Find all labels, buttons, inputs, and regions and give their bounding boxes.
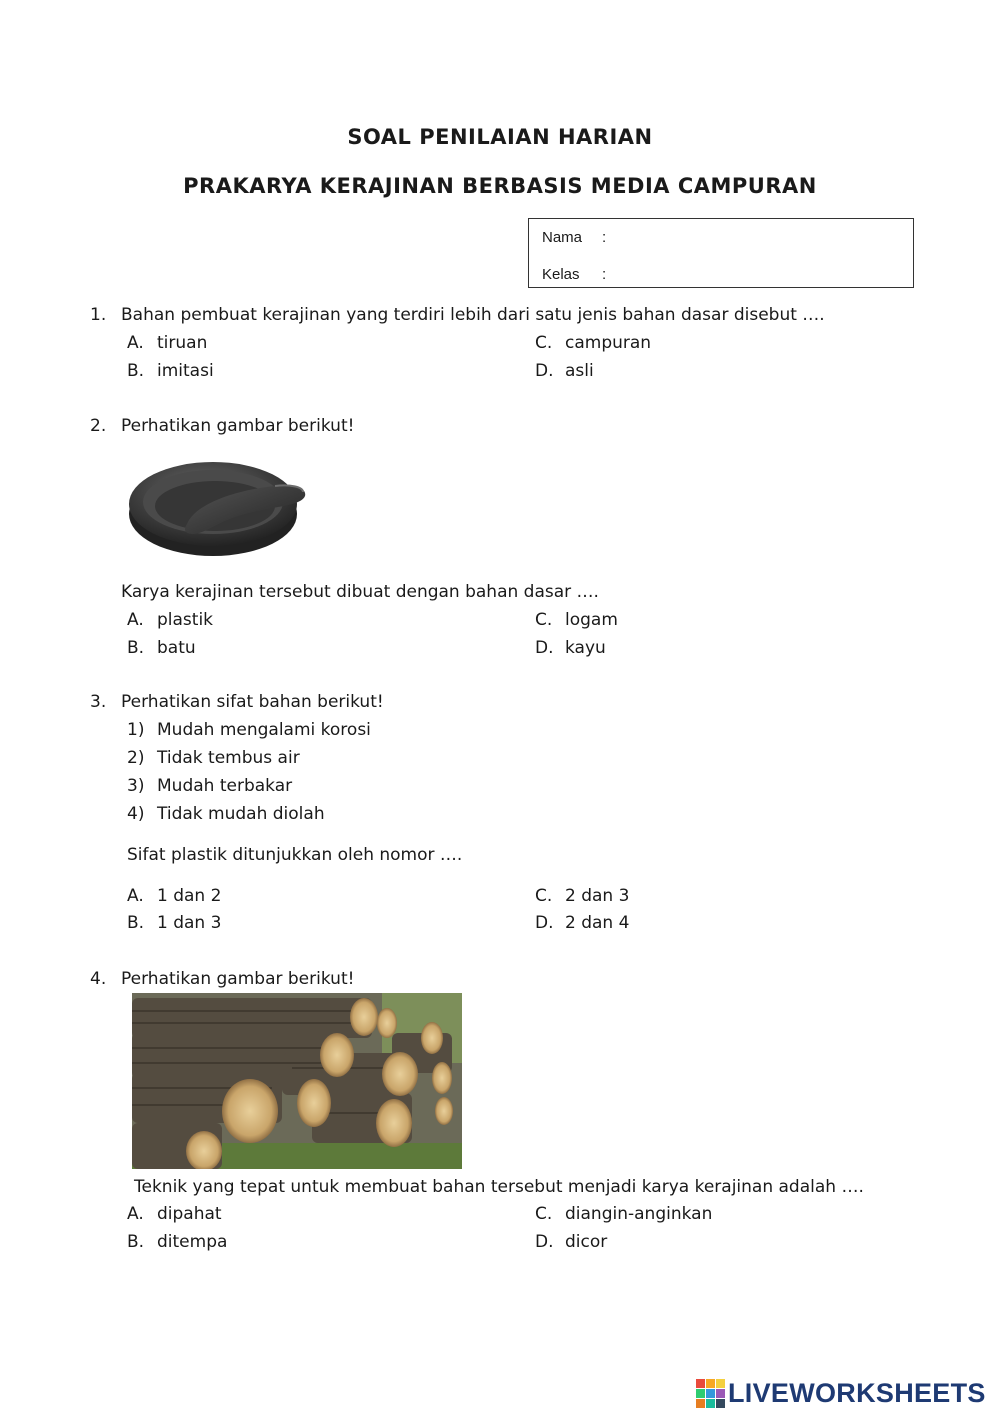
- logo-text: LIVEWORKSHEETS: [728, 1377, 986, 1408]
- q2-option-d-text: kayu: [565, 638, 606, 658]
- question-2-prompt: Karya kerajinan tersebut dibuat dengan bahan dasar ….: [121, 582, 599, 602]
- question-2-number: 2.: [90, 416, 107, 436]
- q4-option-b-text: ditempa: [157, 1232, 228, 1252]
- class-label: Kelas: [542, 266, 580, 283]
- q4-option-a-letter: A.: [127, 1204, 144, 1224]
- question-3-number: 3.: [90, 692, 107, 712]
- q3-item-2-num: 2): [127, 748, 145, 768]
- question-4-number: 4.: [90, 969, 107, 989]
- q3-item-3-text: Mudah terbakar: [157, 776, 293, 796]
- question-1-number: 1.: [90, 305, 107, 325]
- q3-option-b-text: 1 dan 3: [157, 913, 222, 933]
- q3-option-b-letter: B.: [127, 913, 145, 933]
- q1-option-d-letter: D.: [535, 361, 554, 381]
- logo-square-5: [706, 1389, 715, 1398]
- q3-item-1-num: 1): [127, 720, 145, 740]
- question-3-prompt: Sifat plastik ditunjukkan oleh nomor ….: [127, 845, 463, 865]
- q3-option-a-letter: A.: [127, 886, 144, 906]
- logo-square-8: [706, 1399, 715, 1408]
- q3-option-c-letter: C.: [535, 886, 553, 906]
- name-row: [542, 229, 606, 246]
- question-3-text: Perhatikan sifat bahan berikut!: [121, 692, 384, 712]
- log-pile-icon: [132, 993, 462, 1169]
- q3-item-4-text: Tidak mudah diolah: [157, 804, 325, 824]
- question-2-text: Perhatikan gambar berikut!: [121, 416, 355, 436]
- q4-option-a-text: dipahat: [157, 1204, 222, 1224]
- liveworksheets-logo[interactable]: [696, 1377, 986, 1409]
- logo-square-7: [696, 1399, 705, 1408]
- q3-option-d-text: 2 dan 4: [565, 913, 630, 933]
- logo-square-4: [696, 1389, 705, 1398]
- name-colon: :: [602, 229, 607, 246]
- q2-option-d-letter: D.: [535, 638, 554, 658]
- q3-item-3-num: 3): [127, 776, 145, 796]
- q4-option-c-letter: C.: [535, 1204, 553, 1224]
- q4-option-b-letter: B.: [127, 1232, 145, 1252]
- class-row: [542, 266, 606, 283]
- q3-option-a-text: 1 dan 2: [157, 886, 222, 906]
- q4-option-d-text: dicor: [565, 1232, 608, 1252]
- logo-square-6: [716, 1389, 725, 1398]
- q2-option-a-text: plastik: [157, 610, 214, 630]
- q1-option-a-text: tiruan: [157, 333, 208, 353]
- logo-grid-icon: [696, 1379, 725, 1408]
- q1-option-b-text: imitasi: [157, 361, 214, 381]
- q2-option-c-text: logam: [565, 610, 618, 630]
- q3-item-4-num: 4): [127, 804, 145, 824]
- q1-option-b-letter: B.: [127, 361, 145, 381]
- q3-option-c-text: 2 dan 3: [565, 886, 630, 906]
- q3-item-1-text: Mudah mengalami korosi: [157, 720, 371, 740]
- q1-option-a-letter: A.: [127, 333, 144, 353]
- wooden-logs-image: [132, 993, 462, 1169]
- logo-square-9: [716, 1399, 725, 1408]
- page-subtitle: PRAKARYA KERAJINAN BERBASIS MEDIA CAMPURAN: [183, 174, 817, 198]
- q2-option-c-letter: C.: [535, 610, 553, 630]
- page-title: SOAL PENILAIAN HARIAN: [347, 125, 653, 149]
- class-colon: :: [602, 266, 607, 283]
- q1-option-c-text: campuran: [565, 333, 652, 353]
- q2-option-b-text: batu: [157, 638, 196, 658]
- mortar-pestle-icon: [125, 452, 310, 564]
- question-4-text: Perhatikan gambar berikut!: [121, 969, 355, 989]
- q4-option-d-letter: D.: [535, 1232, 554, 1252]
- logo-square-3: [716, 1379, 725, 1388]
- q1-option-d-text: asli: [565, 361, 594, 381]
- question-4-prompt: Teknik yang tepat untuk membuat bahan tersebut menjadi karya kerajinan adalah ….: [134, 1177, 864, 1197]
- q2-option-a-letter: A.: [127, 610, 144, 630]
- q2-option-b-letter: B.: [127, 638, 145, 658]
- q1-option-c-letter: C.: [535, 333, 553, 353]
- logo-square-2: [706, 1379, 715, 1388]
- q3-option-d-letter: D.: [535, 913, 554, 933]
- student-identity-box: [528, 218, 914, 288]
- q4-option-c-text: diangin-anginkan: [565, 1204, 713, 1224]
- logo-square-1: [696, 1379, 705, 1388]
- q3-item-2-text: Tidak tembus air: [157, 748, 300, 768]
- question-1-text: Bahan pembuat kerajinan yang terdiri lebih dari satu jenis bahan dasar disebut ….: [121, 305, 825, 325]
- name-label: Nama: [542, 229, 583, 246]
- stone-mortar-image: [125, 452, 310, 564]
